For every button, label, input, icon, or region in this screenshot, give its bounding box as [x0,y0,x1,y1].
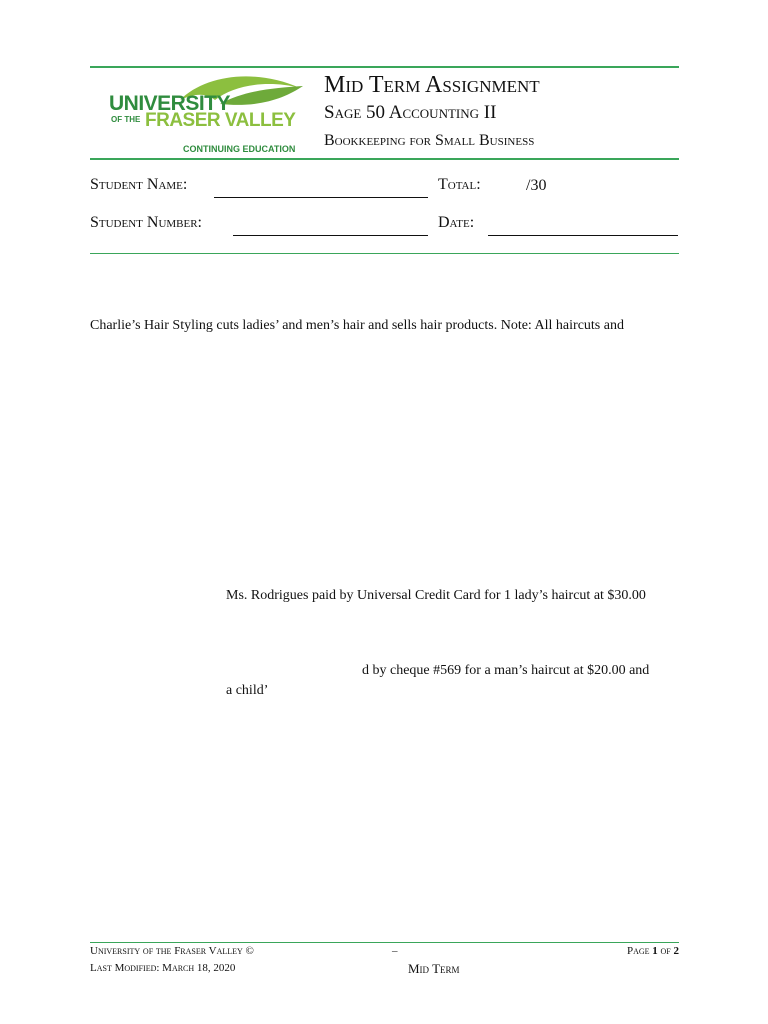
footer-page-number [600,945,679,957]
date-label: Date: [438,214,475,231]
page-current: 1 [652,945,658,957]
page-of: of [657,945,674,957]
intro-paragraph: Charlie’s Hair Styling cuts ladies’ and men’s hair and sells hair products. Note: All haircuts and [90,318,624,333]
total-value: /30 [526,177,547,194]
logo-fraser-valley: FRASER VALLEY [145,110,296,131]
date-field[interactable] [488,235,678,236]
logo-university: UNIVERSITY [109,92,231,115]
student-number-label: Student Number: [90,214,203,231]
header-bottom-rule [90,158,679,160]
fields-bottom-rule [90,253,679,254]
page-title: Mid Term Assignment [324,72,540,98]
program-name: Bookkeeping for Small Business [324,132,535,149]
footer-rule [90,942,679,943]
student-name-label: Student Name: [90,176,188,193]
total-label: Total: [438,176,481,193]
ufv-logo [105,70,305,156]
transaction-line-3: a child’ [226,683,269,698]
page-prefix: Page [626,945,653,957]
transaction-line-2: d by cheque #569 for a man’s haircut at $20.00 and [362,663,650,678]
logo-continuing-education: CONTINUING EDUCATION [183,144,296,154]
footer-university: University of the Fraser Valley © [90,945,254,957]
footer-dash: – [392,945,398,957]
footer-mid-term: Mid Term [408,961,460,976]
transaction-line-1: Ms. Rodrigues paid by Universal Credit Card for 1 lady’s haircut at $30.00 [226,588,646,603]
student-name-field[interactable] [214,197,428,198]
footer-last-modified: Last Modified: March 18, 2020 [90,962,236,974]
page-total: 2 [673,945,679,957]
student-number-field[interactable] [233,235,428,236]
logo-of-the: OF THE [111,115,141,124]
header-top-rule [90,66,679,68]
course-name: Sage 50 Accounting II [324,102,497,123]
